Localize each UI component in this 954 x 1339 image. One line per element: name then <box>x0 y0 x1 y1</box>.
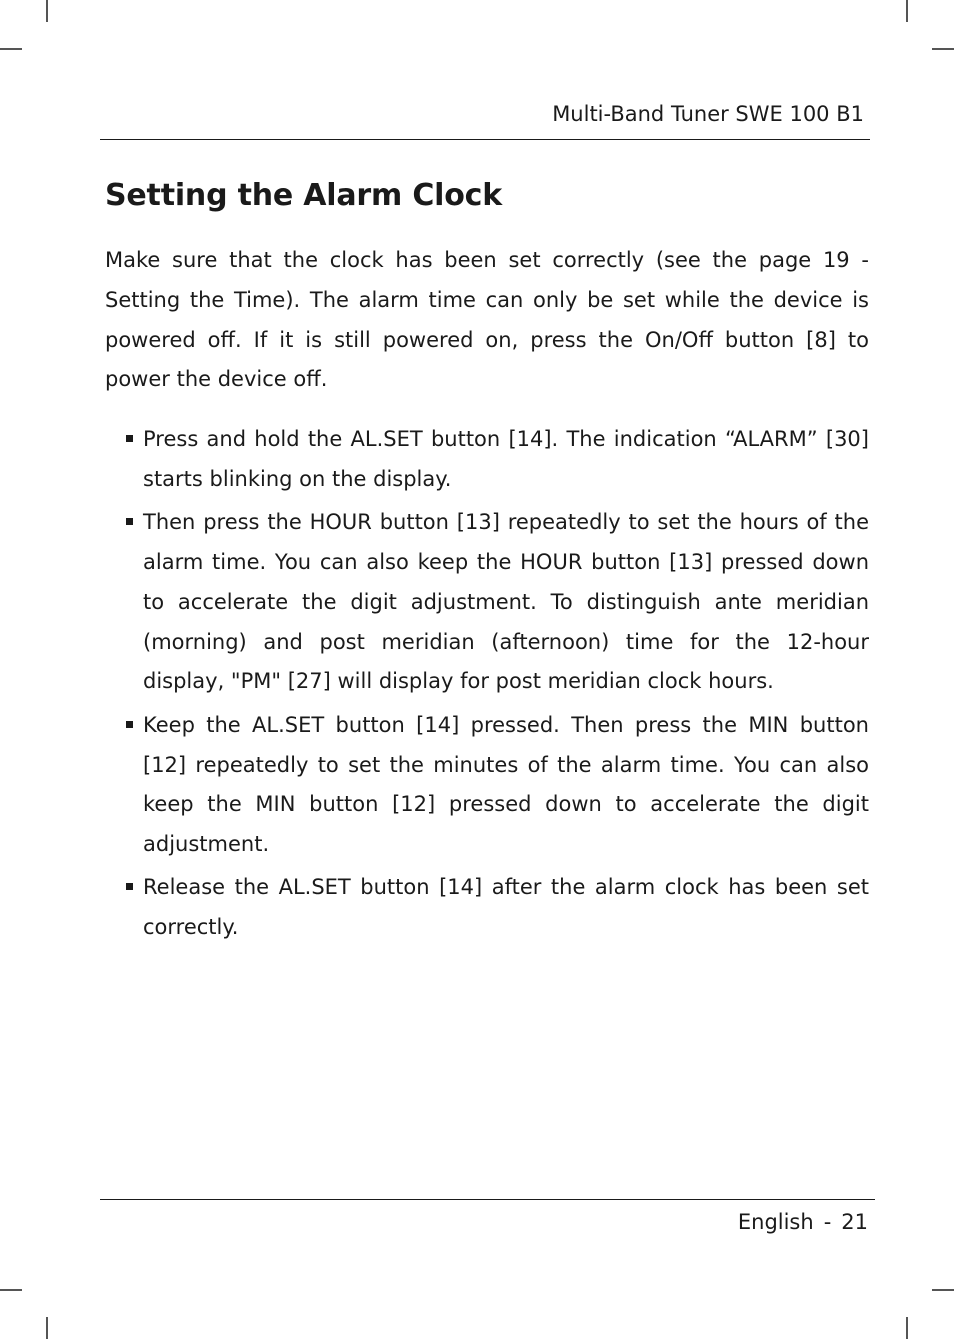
page-content <box>105 241 869 952</box>
list-item <box>105 420 869 500</box>
step-text: Release the AL.SET button [14] after the alarm clock has been set correctly. <box>143 875 869 940</box>
footer-separator: - <box>823 1210 832 1234</box>
header-rule <box>100 139 870 140</box>
section-title: Setting the Alarm Clock <box>105 178 502 213</box>
steps-list <box>105 420 869 948</box>
running-footer <box>100 1206 868 1238</box>
crop-mark <box>932 48 954 50</box>
step-text: Then press the HOUR button [13] repeatedly to set the hours of the alarm time. You can also keep the HOUR button [13] pressed down to accelerate the digit adjustment. To distinguish ante meridian (morning) and post meridian (afternoon) time for the 12-hour display, "PM" [27] will display for post meridian clock hours. <box>143 510 869 694</box>
square-bullet-icon <box>126 721 133 728</box>
square-bullet-icon <box>126 883 133 890</box>
crop-mark <box>932 1289 954 1291</box>
list-item <box>105 868 869 948</box>
crop-mark <box>46 0 48 22</box>
crop-mark <box>906 0 908 22</box>
crop-mark <box>906 1317 908 1339</box>
page-number: 21 <box>841 1210 868 1234</box>
intro-paragraph: Make sure that the clock has been set correctly (see the page 19 - Setting the Time). The alarm time can only be set while the device is powered off. If it is still powered on, press the On/Off button [8] to power the device off. <box>105 248 869 392</box>
list-item <box>105 706 869 865</box>
footer-rule <box>100 1199 875 1200</box>
square-bullet-icon <box>126 435 133 442</box>
crop-mark <box>46 1317 48 1339</box>
footer-language: English <box>737 1210 814 1234</box>
step-text: Keep the AL.SET button [14] pressed. Then press the MIN button [12] repeatedly to set the minutes of the alarm time. You can also keep the MIN button [12] pressed down to accelerate the digit adjustment. <box>143 712 869 857</box>
running-header: Multi-Band Tuner SWE 100 B1 <box>552 102 864 126</box>
list-item <box>105 503 869 702</box>
crop-mark <box>0 1289 22 1291</box>
crop-mark <box>0 48 22 50</box>
square-bullet-icon <box>126 518 133 525</box>
step-text: Press and hold the AL.SET button [14]. The indication “ALARM” [30] starts blinking on the display. <box>143 427 869 491</box>
